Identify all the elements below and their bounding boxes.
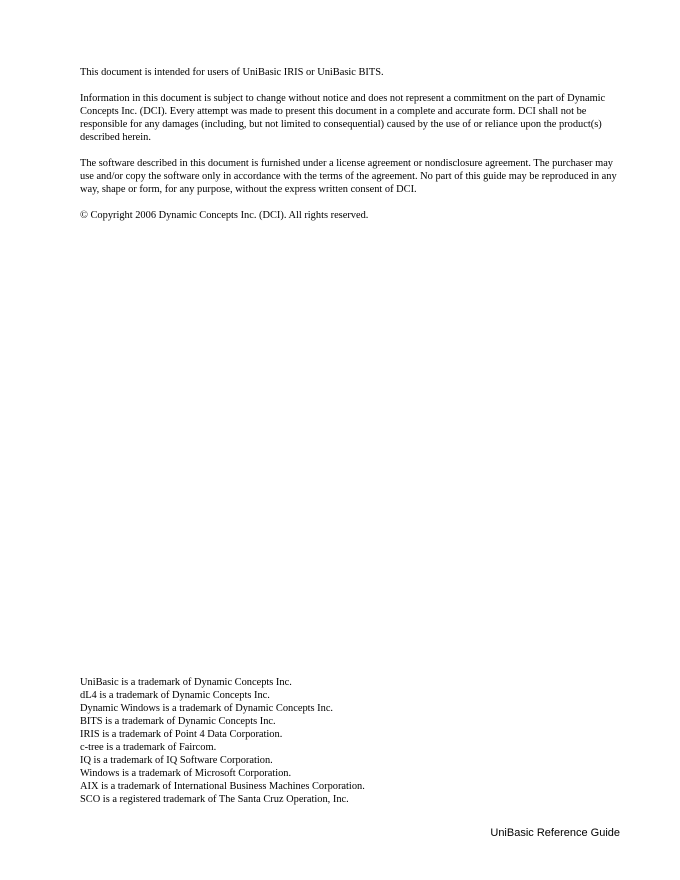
trademark-list	[80, 676, 625, 806]
trademark-line: c-tree is a trademark of Faircom.	[80, 742, 217, 753]
page-footer: UniBasic Reference Guide	[490, 827, 620, 839]
trademark-line: SCO is a registered trademark of The Santa Cruz Operation, Inc.	[80, 794, 349, 805]
trademark-line: Windows is a trademark of Microsoft Corporation.	[80, 768, 292, 779]
trademark-line: BITS is a trademark of Dynamic Concepts Inc.	[80, 716, 276, 727]
trademark-line: Dynamic Windows is a trademark of Dynamic Concepts Inc.	[80, 703, 334, 714]
trademark-line: IQ is a trademark of IQ Software Corporation.	[80, 755, 273, 766]
trademark-line: AIX is a trademark of International Business Machines Corporation.	[80, 781, 365, 792]
copyright-paragraph: © Copyright 2006 Dynamic Concepts Inc. (DCI). All rights reserved.	[80, 210, 369, 221]
disclaimer-paragraph: Information in this document is subject to change without notice and does not represent a commitment on the part of Dynamic Concepts Inc. (DCI). Every attempt was made to present this document in a complete and accurate form. DCI shall not be responsible for any damages (including, but not limited to consequential) caused by the use of or reliance upon the product(s) described herein.	[80, 93, 606, 143]
intended-users-paragraph: This document is intended for users of UniBasic IRIS or UniBasic BITS.	[80, 67, 384, 78]
trademark-line: dL4 is a trademark of Dynamic Concepts Inc.	[80, 690, 270, 701]
trademark-line: IRIS is a trademark of Point 4 Data Corporation.	[80, 729, 283, 740]
trademark-line: UniBasic is a trademark of Dynamic Concepts Inc.	[80, 677, 292, 688]
notice-section	[80, 66, 625, 235]
license-paragraph: The software described in this document is furnished under a license agreement or nondisclosure agreement. The purchaser may use and/or copy the software only in accordance with the terms of the agreement. No part of this guide may be reproduced in any way, shape or form, for any purpose, without the express written consent of DCI.	[80, 158, 617, 195]
